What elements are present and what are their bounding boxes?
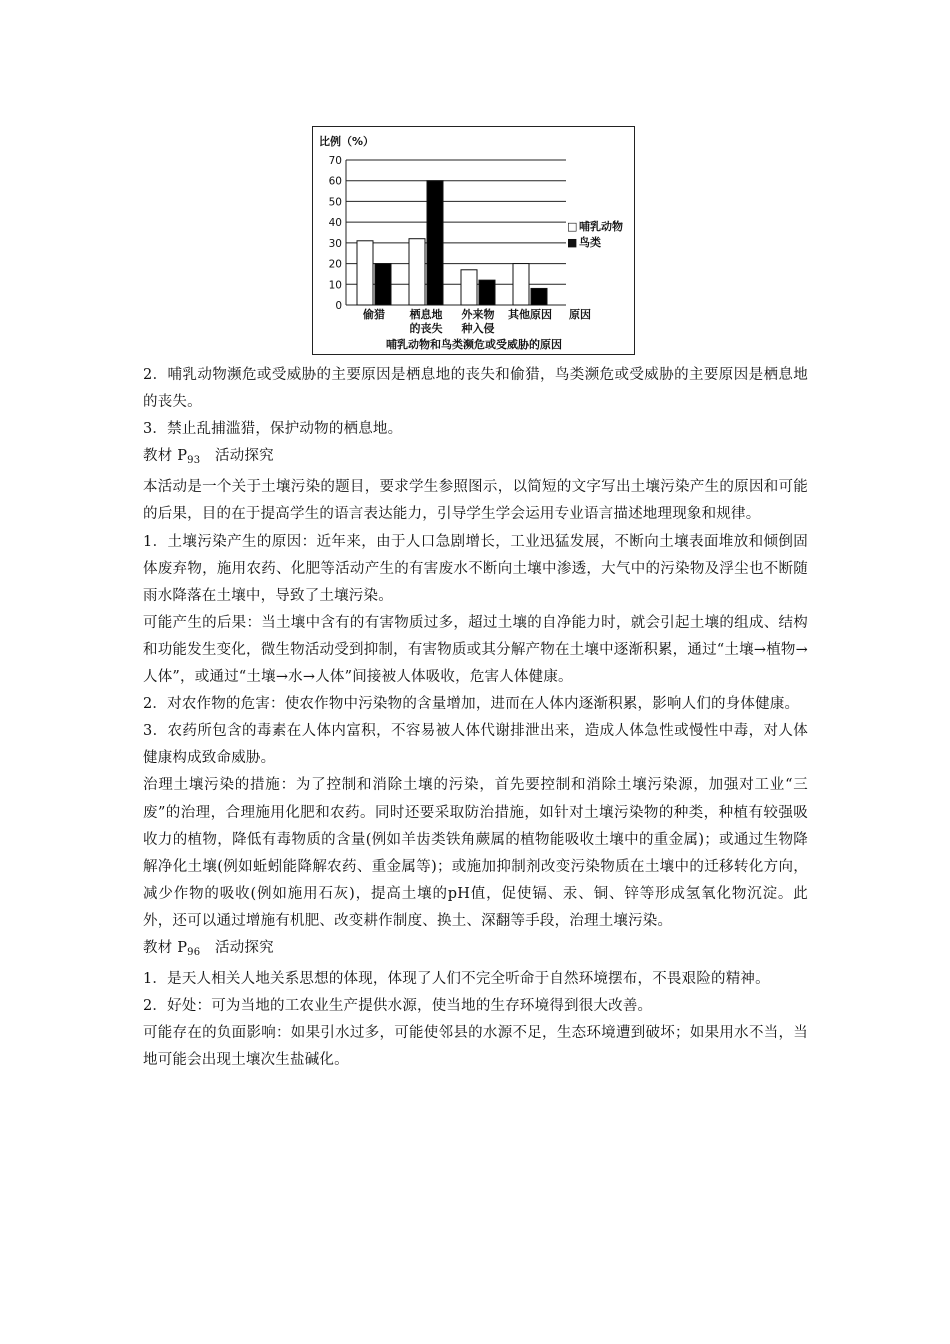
y-tick-label: 10 [328, 279, 342, 292]
bar-mammal [513, 264, 529, 305]
y-tick-label: 70 [328, 155, 342, 167]
y-tick-label: 60 [328, 175, 342, 188]
legend-label: 鸟类 [579, 236, 601, 249]
y-tick-label: 50 [328, 196, 342, 209]
bar-mammal [461, 270, 477, 305]
y-tick-label: 40 [328, 217, 342, 230]
heading-title: 活动探究 [200, 939, 274, 956]
legend-label: 哺乳动物 [579, 220, 623, 233]
legend-marker: ■ [567, 236, 578, 249]
paragraph: 本活动是一个关于土壤污染的题目，要求学生参照图示，以简短的文字写出土壤污染产生的原因和可能的后果，目的在于提高学生的语言表达能力，引导学生学会运用专业语言描述地理现象和规律。 [143, 479, 808, 523]
x-tick-label-line2: 的丧失 [409, 322, 443, 335]
paragraph: 1．土壤污染产生的原因：近年来，由于人口急剧增长，工业迅猛发展，不断向土壤表面堆放和倾倒固体废弃物，施用农药、化肥等活动产生的有害废水不断向土壤中渗透，大气中的污染物及浮尘也不断随雨水降落在土壤中，导致了土壤污染。 [143, 533, 808, 604]
paragraph: 2．好处：可为当地的工农业生产提供水源，使当地的生存环境得到很大改善。 [143, 998, 653, 1015]
bar-mammal [409, 239, 425, 305]
section-heading [143, 443, 808, 474]
y-tick-label: 20 [328, 258, 342, 271]
paragraph: 3．禁止乱捕滥猎，保护动物的栖息地。 [143, 421, 403, 438]
paragraph: 2．对农作物的危害：使农作物中污染物的含量增加，进而在人体内逐渐积累，影响人们的身体健康。 [143, 696, 800, 713]
y-tick-label: 0 [335, 300, 342, 312]
y-axis-label: 比例（%） [319, 135, 375, 148]
x-tick-label: 偷猎 [363, 308, 385, 321]
paragraph: 治理土壤污染的措施：为了控制和消除土壤的污染，首先要控制和消除土壤污染源，加强对工业“三废”的治理，合理施用化肥和农药。同时还要采取防治措施，如针对土壤污染物的种类，种植有较强吸收力的植物，降低有毒物质的含量(例如羊齿类铁角蕨属的植物能吸收土壤中的重金属)；或通过生物降解净化土壤(例如蚯蚓能降解农药、重金属等)；或施加抑制剂改变污染物质在土壤中的迁移转化方向，减少作物的吸收(例如施用石灰)，提高土壤的pH值，促使镉、汞、铜、锌等形成氢氧化物沉淀。此外，还可以通过增施有机肥、改变耕作制度、换土、深翻等手段，治理土壤污染。 [143, 777, 808, 929]
chart-title: 哺乳动物和鸟类濒危或受威胁的原因 [386, 338, 562, 351]
x-tick-label: 栖息地 [409, 308, 443, 321]
paragraph: 可能产生的后果：当土壤中含有的有害物质过多，超过土壤的自净能力时，就会引起土壤的组成、结构和功能发生变化，微生物活动受到抑制，有害物质或其分解产物在土壤中逐渐积累，通过“土壤→植物→人体”，或通过“土壤→水→人体”间接被人体吸收，危害人体健康。 [143, 614, 808, 686]
heading-prefix: 教材 P [143, 448, 188, 465]
paragraph: 3．农药所包含的毒素在人体内富积，不容易被人体代谢排泄出来，造成人体急性或慢性中毒，对人体健康构成致命威胁。 [143, 723, 808, 767]
page-number: 93 [187, 455, 201, 467]
bar-bird [427, 181, 443, 305]
heading-title: 活动探究 [200, 448, 274, 465]
x-axis-label: 原因 [569, 308, 591, 321]
bar-bird [479, 280, 495, 305]
chart-figure [312, 126, 635, 355]
paragraph: 2．哺乳动物濒危或受威胁的主要原因是栖息地的丧失和偷猎，鸟类濒危或受威胁的主要原因是栖息地的丧失。 [143, 367, 808, 411]
bar-chart [313, 127, 636, 356]
page-number: 96 [187, 946, 201, 958]
answer-text [143, 362, 808, 1074]
x-tick-label-line2: 种入侵 [461, 322, 495, 335]
y-tick-label: 30 [328, 237, 342, 250]
bar-bird [375, 264, 391, 305]
heading-prefix: 教材 P [143, 939, 188, 956]
section-heading [143, 935, 808, 966]
legend-marker: □ [567, 220, 578, 233]
bar-bird [531, 288, 547, 305]
x-tick-label: 其他原因 [508, 308, 552, 321]
x-tick-label: 外来物 [461, 308, 495, 321]
paragraph: 可能存在的负面影响：如果引水过多，可能使邻县的水源不足，生态环境遭到破坏；如果用水不当，当地可能会出现土壤次生盐碱化。 [143, 1025, 808, 1069]
paragraph: 1．是天人相关人地关系思想的体现，体现了人们不完全听命于自然环境摆布，不畏艰险的精神。 [143, 971, 770, 988]
bar-mammal [357, 241, 373, 305]
